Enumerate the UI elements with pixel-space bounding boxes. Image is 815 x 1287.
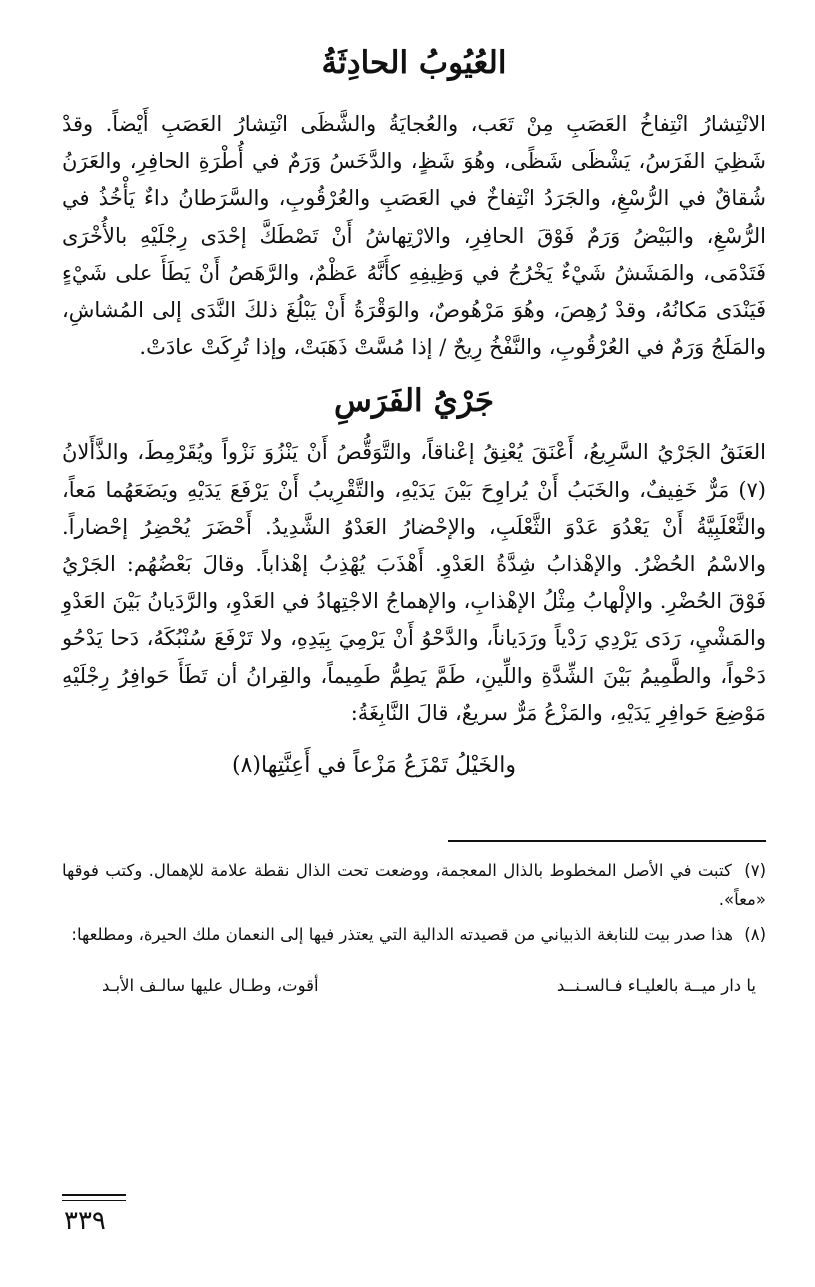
- section-heading-horse-running: جَرْيُ الفَرَسِ: [333, 383, 494, 420]
- footnote-7-text: كتبت في الأصل المخطوط بالذال المعجمة، ووضعت تحت الذال نقطة علامة للإهمال. وكتب فوقها «معاً».: [62, 861, 766, 910]
- footnote-poem-first-hemistich: يا دار ميــة بالعليـاء فـالسـنــد: [556, 976, 756, 996]
- book-page: [62, 28, 766, 1268]
- footnote-poem-line: [62, 971, 766, 1000]
- footnote-poem-second-hemistich: أقوت، وطـال عليها سالـف الأبـد: [102, 976, 319, 996]
- quoted-verse: والخَيْلُ تَمْزَعُ مَزْعاً في أَعِنَّتِها(٨): [232, 753, 516, 779]
- section-paragraph-defects: الانْتِشارُ انْتِفاخُ العَصَبِ مِنْ تَعَب، والعُجايَةُ والشَّظَى انْتِشارُ العَصَبِ أَيْضاً. وقدْ شَظِيَ الفَرَسُ، يَشْظَى شَظًى، وهُوَ شَظٍ، والدَّخَسُ وَرَمٌ في أُطْرَةِ الحافِرِ، والعَرَنُ شُقاقٌ في الرُّسْغِ، والجَرَدُ انْتِفاخٌ في العَصَبِ والعُرْقُوبِ، والسَّرَطانُ داءٌ يَأْخُذُ في الرُّسْغِ، والبَيْضُ وَرَمٌ فَوْقَ الحافِرِ، والارْتِهاشُ أَنْ تَصْطَكَّ إحْدَى رِجْلَيْهِ بالأُخْرَى فَتَدْمَى، والمَشَشُ شَيْءٌ يَخْرُجُ في وَظِيفِهِ كأَنَّهُ عَظْمٌ، والرَّهَصُ أَنْ يَطَأَ على شَيْءٍ فَيَنْدَى مَكانُهُ، وقدْ رُهِصَ، وهُوَ مَرْهُوصٌ، والوَقْرَةُ أَنْ يَبْلُغَ ذلكَ النَّدَى إلى المُشاشِ، والمَلَجُ وَرَمٌ في العُرْقُوبِ، والنَّفْخُ رِيحٌ / إذا مُسَّتْ ذَهَبَتْ، وإذا تُرِكَتْ عادَتْ.: [62, 112, 766, 360]
- footnote-7-ref: (٧): [744, 861, 766, 881]
- footnote-7: [62, 856, 766, 914]
- page-number-rule-line-bottom: [62, 1200, 126, 1202]
- page-number: ٣٣٩: [64, 1206, 106, 1236]
- footnotes-block: [62, 856, 766, 1000]
- section-paragraph-horse-running: العَنَقُ الجَرْيُ السَّرِيعُ، أَعْنَقَ يُعْنِقُ إعْناقاً، والتَّوَقُّصُ أَنْ يَنْزُوَ نَزْواً ويُقَرْمِطَ، والذَّأَلانُ (٧) مَرٌّ خَفِيفٌ، والخَبَبُ أَنْ يُراوِحَ بَيْنَ يَدَيْهِ، والتَّقْرِيبُ أَنْ يَرْفَعَ يَدَيْهِ ويَضَعَهُما مَعاً، والثَّعْلَبِيَّةُ أَنْ يَعْدُوَ عَدْوَ الثَّعْلَبِ، والإحْضارُ العَدْوُ الشَّدِيدُ. أَحْضَرَ يُحْضِرُ إحْضاراً. والاسْمُ الحُضْرُ. والإهْذابُ شِدَّةُ العَدْوِ. أَهْذَبَ يُهْذِبُ إهْذاباً. وقالَ بَعْضُهُم: الجَرْيُ فَوْقَ الحُضْرِ. والإلْهابُ مِثْلُ الإهْذابِ، والإهماجُ الاجْتِهادُ في العَدْوِ، والرَّدَيانُ بَيْنَ العَدْوِ والمَشْيِ، رَدَى يَرْدِي رَدْياً ورَدَياناً، والدَّحْوُ أَنْ يَرْمِيَ بِيَدِهِ، ولا تَرْفَعَ سُنْبُكَهُ، دَحا يَدْحُو دَحْواً، والطَّمِيمُ بَيْنَ الشِّدَّةِ واللِّينِ، طَمَّ يَطِمُّ طَمِيماً، والقِرانُ أن تَطَأَ حَوافِرُ رِجْلَيْهِ مَوْضِعَ حَوافِرِ يَدَيْهِ، والمَزْعُ مَرٌّ سريعٌ، قالَ النَّابِغَةُ:: [62, 440, 766, 725]
- footnote-separator: [448, 840, 766, 842]
- footnote-8-ref: (٨): [744, 925, 766, 945]
- footnote-8: [62, 920, 766, 949]
- footnote-8-text: هذا صدر بيت للنابغة الذبياني من قصيدته الدالية التي يعتذر فيها إلى النعمان ملك الحيرة، ومطلعها:: [71, 925, 733, 945]
- section-heading-defects: العُيُوبُ الحادِثَةُ: [321, 45, 507, 81]
- page-number-rule-line-top: [62, 1194, 126, 1196]
